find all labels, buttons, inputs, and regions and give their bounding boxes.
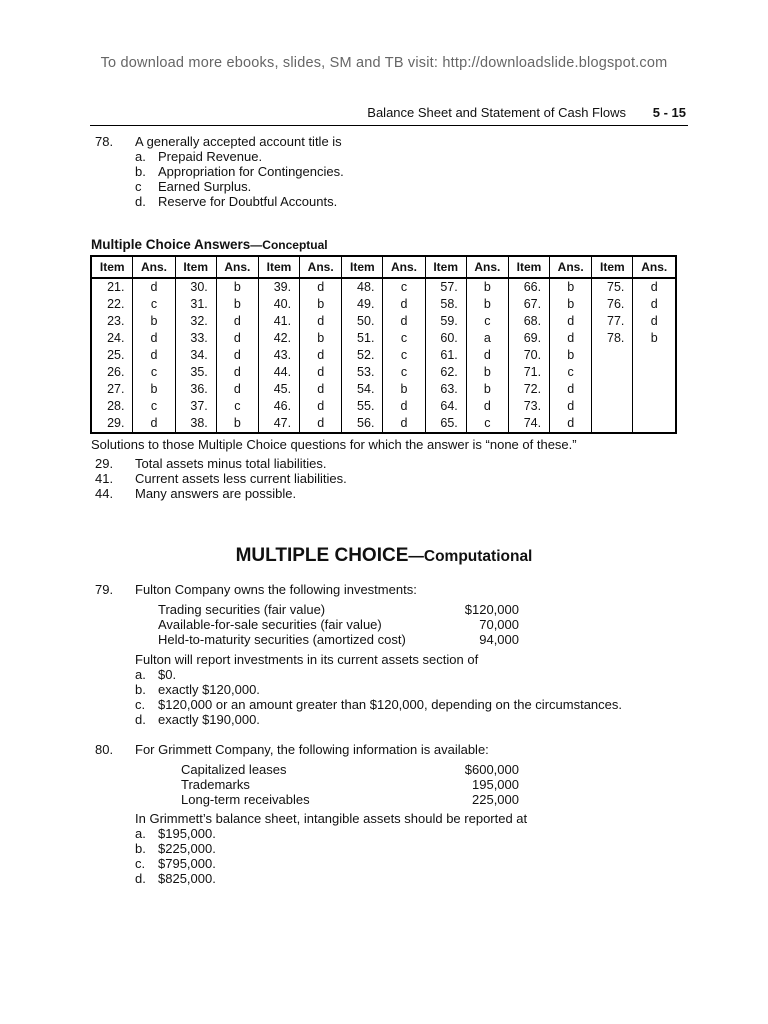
item-number: 41. <box>258 313 299 330</box>
item-number: 43. <box>258 347 299 364</box>
answer-letter: d <box>466 398 508 415</box>
item-number: 38. <box>175 415 216 433</box>
answer-letter: c <box>133 296 175 313</box>
item-number: 39. <box>258 278 299 296</box>
question-stem: A generally accepted account title is <box>135 134 342 149</box>
table-row <box>91 296 676 313</box>
answer-letter: b <box>550 347 592 364</box>
answer-letter: c <box>466 415 508 433</box>
item-number: 58. <box>425 296 466 313</box>
column-header-ans: Ans. <box>550 256 592 278</box>
answer-letter: c <box>133 398 175 415</box>
table-row <box>91 330 676 347</box>
item-number <box>592 415 633 433</box>
investment-label: Held-to-maturity securities (amortized cost) <box>158 632 406 647</box>
item-number: 35. <box>175 364 216 381</box>
answer-letter: b <box>466 296 508 313</box>
answer-letter: d <box>216 347 258 364</box>
item-number: 68. <box>508 313 549 330</box>
column-header-ans: Ans. <box>633 256 676 278</box>
column-header-ans: Ans. <box>133 256 175 278</box>
answer-letter <box>633 398 676 415</box>
item-number: 45. <box>258 381 299 398</box>
answer-letter <box>633 381 676 398</box>
answer-letter: d <box>300 381 342 398</box>
column-header-ans: Ans. <box>383 256 425 278</box>
answers-table <box>90 255 677 434</box>
item-number: 67. <box>508 296 549 313</box>
column-header-item: Item <box>175 256 216 278</box>
item-number: 25. <box>91 347 133 364</box>
column-header-item: Item <box>258 256 299 278</box>
answer-letter: d <box>300 398 342 415</box>
question-number: 78. <box>95 134 114 149</box>
question-stem: For Grimmett Company, the following information is available: <box>135 742 489 757</box>
answer-letter: d <box>300 347 342 364</box>
item-number: 78. <box>592 330 633 347</box>
option-a: a. Prepaid Revenue. <box>135 149 263 164</box>
item-number: 48. <box>342 278 383 296</box>
answer-letter: d <box>383 296 425 313</box>
answer-letter: d <box>633 313 676 330</box>
item-number: 76. <box>592 296 633 313</box>
item-number <box>592 347 633 364</box>
investment-amount: 70,000 <box>479 617 519 632</box>
answer-letter: b <box>466 381 508 398</box>
item-number: 71. <box>508 364 549 381</box>
item-number: 46. <box>258 398 299 415</box>
answer-letter: c <box>383 347 425 364</box>
answer-letter: d <box>383 313 425 330</box>
item-number: 70. <box>508 347 549 364</box>
option-d: d. Reserve for Doubtful Accounts. <box>135 194 338 209</box>
table-row <box>91 313 676 330</box>
item-number: 69. <box>508 330 549 347</box>
answer-letter: b <box>133 313 175 330</box>
question-prompt: Fulton will report investments in its current assets section of <box>135 652 479 667</box>
item-number <box>592 398 633 415</box>
item-number: 54. <box>342 381 383 398</box>
column-header-item: Item <box>91 256 133 278</box>
item-number: 75. <box>592 278 633 296</box>
table-row <box>91 398 676 415</box>
item-number: 50. <box>342 313 383 330</box>
answer-letter: b <box>133 381 175 398</box>
item-number: 42. <box>258 330 299 347</box>
answer-letter: d <box>300 278 342 296</box>
answer-letter: b <box>550 278 592 296</box>
option-c: c. $120,000 or an amount greater than $120,000, depending on the circumstances. <box>135 697 622 712</box>
answer-letter: d <box>216 364 258 381</box>
answer-letter: b <box>633 330 676 347</box>
page-header <box>90 103 688 126</box>
item-number: 34. <box>175 347 216 364</box>
item-number: 64. <box>425 398 466 415</box>
asset-label: Long-term receivables <box>181 792 310 807</box>
column-header-item: Item <box>508 256 549 278</box>
column-header-item: Item <box>342 256 383 278</box>
answer-letter: d <box>633 278 676 296</box>
investment-amount: 94,000 <box>479 632 519 647</box>
item-number <box>592 364 633 381</box>
answer-letter: d <box>300 364 342 381</box>
answer-letter <box>633 347 676 364</box>
answer-letter: c <box>466 313 508 330</box>
answer-letter: b <box>383 381 425 398</box>
answer-letter: c <box>383 278 425 296</box>
item-number: 23. <box>91 313 133 330</box>
investment-label: Trading securities (fair value) <box>158 602 326 617</box>
answer-letter: d <box>550 415 592 433</box>
answer-letter: d <box>550 330 592 347</box>
answer-letter: d <box>383 415 425 433</box>
asset-amount: 195,000 <box>472 777 519 792</box>
column-header-ans: Ans. <box>466 256 508 278</box>
answer-letter: d <box>633 296 676 313</box>
option-b: b. $225,000. <box>135 841 216 856</box>
table-row <box>91 347 676 364</box>
table-row <box>91 415 676 433</box>
item-number: 55. <box>342 398 383 415</box>
answer-letter: c <box>383 364 425 381</box>
investment-label: Available-for-sale securities (fair value) <box>158 617 382 632</box>
question-number: 79. <box>95 582 114 597</box>
item-number: 31. <box>175 296 216 313</box>
table-row <box>91 381 676 398</box>
item-number: 24. <box>91 330 133 347</box>
question-prompt: In Grimmett’s balance sheet, intangible assets should be reported at <box>135 811 528 826</box>
item-number <box>592 381 633 398</box>
item-number: 72. <box>508 381 549 398</box>
column-header-ans: Ans. <box>300 256 342 278</box>
answer-letter: b <box>550 296 592 313</box>
item-number: 60. <box>425 330 466 347</box>
answer-letter: c <box>383 330 425 347</box>
table-row <box>91 278 676 296</box>
answer-letter: c <box>550 364 592 381</box>
column-header-item: Item <box>425 256 466 278</box>
item-number: 51. <box>342 330 383 347</box>
item-number: 44. <box>258 364 299 381</box>
asset-label: Trademarks <box>181 777 250 792</box>
answer-letter: d <box>300 313 342 330</box>
section-title: MULTIPLE CHOICE—Computational <box>235 545 533 566</box>
option-b: b. Appropriation for Contingencies. <box>135 164 344 179</box>
answer-letter: b <box>466 364 508 381</box>
item-number: 36. <box>175 381 216 398</box>
item-number: 28. <box>91 398 133 415</box>
asset-amount: $600,000 <box>464 762 519 777</box>
answer-letter: d <box>133 347 175 364</box>
answer-letter: d <box>550 381 592 398</box>
item-number: 40. <box>258 296 299 313</box>
item-number: 63. <box>425 381 466 398</box>
item-number: 29. <box>91 415 133 433</box>
item-number: 53. <box>342 364 383 381</box>
column-header-item: Item <box>592 256 633 278</box>
page-number: 5 - 15 <box>652 105 686 120</box>
answer-letter: d <box>133 330 175 347</box>
question-stem: Fulton Company owns the following investments: <box>135 582 417 597</box>
answer-letter: c <box>216 398 258 415</box>
item-number: 52. <box>342 347 383 364</box>
answer-letter: a <box>466 330 508 347</box>
item-number: 66. <box>508 278 549 296</box>
item-number: 56. <box>342 415 383 433</box>
option-c: c Earned Surplus. <box>135 179 252 194</box>
item-number: 30. <box>175 278 216 296</box>
item-number: 49. <box>342 296 383 313</box>
watermark-text: To download more ebooks, slides, SM and TB visit: http://downloadslide.blogspot.com <box>100 55 668 71</box>
item-number: 32. <box>175 313 216 330</box>
item-number: 26. <box>91 364 133 381</box>
answer-letter: d <box>216 381 258 398</box>
column-header-ans: Ans. <box>216 256 258 278</box>
item-number: 22. <box>91 296 133 313</box>
answer-letter: b <box>300 330 342 347</box>
option-b: b. exactly $120,000. <box>135 682 260 697</box>
answer-letter: d <box>133 415 175 433</box>
answer-letter: b <box>300 296 342 313</box>
option-c: c. $795,000. <box>135 856 216 871</box>
answer-letter: d <box>216 330 258 347</box>
item-number: 74. <box>508 415 549 433</box>
option-d: d. $825,000. <box>135 871 216 886</box>
answer-letter: d <box>216 313 258 330</box>
item-number: 73. <box>508 398 549 415</box>
answer-letter: b <box>216 415 258 433</box>
option-d: d. exactly $190,000. <box>135 712 260 727</box>
table-row <box>91 364 676 381</box>
answer-letter: d <box>383 398 425 415</box>
answer-letter <box>633 364 676 381</box>
header-title: Balance Sheet and Statement of Cash Flows <box>367 105 626 120</box>
item-number: 65. <box>425 415 466 433</box>
answer-letter: d <box>133 278 175 296</box>
asset-amount: 225,000 <box>472 792 519 807</box>
investment-amount: $120,000 <box>464 602 519 617</box>
asset-label: Capitalized leases <box>181 762 287 777</box>
item-number: 59. <box>425 313 466 330</box>
item-number: 33. <box>175 330 216 347</box>
answer-letter <box>633 415 676 433</box>
item-number: 62. <box>425 364 466 381</box>
answer-letter: b <box>216 296 258 313</box>
item-number: 61. <box>425 347 466 364</box>
answer-letter: b <box>466 278 508 296</box>
option-a: a. $0. <box>135 667 177 682</box>
answer-letter: d <box>300 415 342 433</box>
item-number: 37. <box>175 398 216 415</box>
question-number: 80. <box>95 742 114 757</box>
item-number: 57. <box>425 278 466 296</box>
item-number: 77. <box>592 313 633 330</box>
answer-letter: c <box>133 364 175 381</box>
item-number: 27. <box>91 381 133 398</box>
solutions-intro: Solutions to those Multiple Choice questions for which the answer is “none of these.” <box>91 437 577 452</box>
answer-letter: d <box>550 398 592 415</box>
item-number: 47. <box>258 415 299 433</box>
item-number: 21. <box>91 278 133 296</box>
answer-letter: d <box>550 313 592 330</box>
answers-heading: Multiple Choice Answers—Conceptual <box>91 237 328 252</box>
answer-letter: d <box>466 347 508 364</box>
answer-letter: b <box>216 278 258 296</box>
option-a: a. $195,000. <box>135 826 216 841</box>
